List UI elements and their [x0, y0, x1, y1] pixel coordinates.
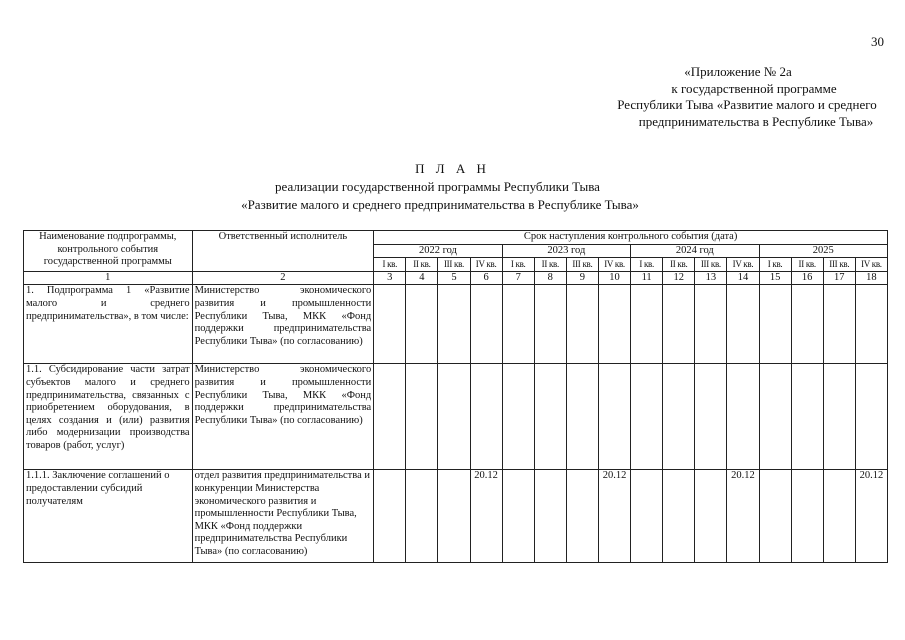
- date-cell: 20.12: [727, 470, 759, 563]
- date-cell: [374, 364, 406, 470]
- header-quarter: II кв.: [534, 258, 566, 272]
- column-number: 11: [631, 271, 663, 285]
- header-quarter: III кв.: [566, 258, 598, 272]
- appendix-header: [560, 64, 905, 130]
- date-cell: [406, 364, 438, 470]
- date-cell: [631, 364, 663, 470]
- column-number: 6: [470, 271, 502, 285]
- column-number: 15: [759, 271, 791, 285]
- column-number: 2: [192, 271, 374, 285]
- row-name: 1.1.1. Заключение соглашений о предоставлении субсидий получателям: [24, 470, 193, 563]
- header-quarter: II кв.: [663, 258, 695, 272]
- header-quarter: I кв.: [502, 258, 534, 272]
- date-cell: [406, 285, 438, 364]
- title-line: П Л А Н: [415, 161, 490, 176]
- date-cell: [598, 364, 630, 470]
- date-cell: [663, 364, 695, 470]
- row-executor: отдел развития предпринимательства и конкуренции Министерства экономического развития и промышленности Республики Тыва, МКК «Фонд поддержки предпринимательства Республики Тыва» (по согласованию): [192, 470, 374, 563]
- date-cell: [470, 364, 502, 470]
- appendix-line: Республики Тыва «Развитие малого и среднего: [617, 97, 877, 112]
- title-line: реализации государственной программы Республики Тыва: [275, 179, 600, 194]
- header-deadline: Срок наступления контрольного события (дата): [374, 231, 888, 245]
- date-cell: [695, 470, 727, 563]
- column-number: 4: [406, 271, 438, 285]
- date-cell: 20.12: [470, 470, 502, 563]
- title-line: «Развитие малого и среднего предпринимательства в Республике Тыва»: [241, 197, 639, 212]
- header-year: 2025: [759, 244, 887, 258]
- row-name: 1. Подпрограмма 1 «Развитие малого и среднего предпринимательства», в том числе:: [24, 285, 193, 364]
- date-cell: [663, 285, 695, 364]
- column-number: 5: [438, 271, 470, 285]
- date-cell: [631, 470, 663, 563]
- column-number: 13: [695, 271, 727, 285]
- column-number: 14: [727, 271, 759, 285]
- date-cell: [438, 364, 470, 470]
- column-number: 18: [855, 271, 887, 285]
- date-cell: [791, 364, 823, 470]
- date-cell: 20.12: [855, 470, 887, 563]
- date-cell: [791, 470, 823, 563]
- header-col1: Наименование подпрограммы, контрольного события государственной программы: [24, 231, 193, 272]
- page-number: 30: [871, 34, 884, 49]
- date-cell: [695, 285, 727, 364]
- appendix-line: «Приложение № 2а: [684, 64, 792, 79]
- date-cell: [374, 285, 406, 364]
- column-number: 8: [534, 271, 566, 285]
- date-cell: 20.12: [598, 470, 630, 563]
- date-cell: [631, 285, 663, 364]
- column-number: 7: [502, 271, 534, 285]
- date-cell: [823, 364, 855, 470]
- header-quarter: I кв.: [759, 258, 791, 272]
- header-quarter: IV кв.: [727, 258, 759, 272]
- table-row: [24, 470, 888, 563]
- date-cell: [470, 285, 502, 364]
- column-number: 3: [374, 271, 406, 285]
- date-cell: [598, 285, 630, 364]
- plan-table: [23, 230, 888, 563]
- column-number: 9: [566, 271, 598, 285]
- date-cell: [566, 470, 598, 563]
- column-number: 10: [598, 271, 630, 285]
- date-cell: [502, 364, 534, 470]
- date-cell: [759, 470, 791, 563]
- date-cell: [855, 285, 887, 364]
- header-quarter: IV кв.: [470, 258, 502, 272]
- header-quarter: III кв.: [695, 258, 727, 272]
- date-cell: [374, 470, 406, 563]
- header-year: 2022 год: [374, 244, 502, 258]
- header-quarter: II кв.: [791, 258, 823, 272]
- date-cell: [534, 285, 566, 364]
- date-cell: [791, 285, 823, 364]
- date-cell: [727, 364, 759, 470]
- header-col2: Ответственный исполнитель: [192, 231, 374, 272]
- column-number: 1: [24, 271, 193, 285]
- date-cell: [663, 470, 695, 563]
- row-name: 1.1. Субсидирование части затрат субъектов малого и среднего предпринимательства, связанных с приобретением оборудования, в целях создания и (или) развития либо модернизации производства товаров (работ, услуг): [24, 364, 193, 470]
- date-cell: [438, 285, 470, 364]
- date-cell: [534, 470, 566, 563]
- date-cell: [438, 470, 470, 563]
- date-cell: [759, 285, 791, 364]
- header-quarter: I кв.: [374, 258, 406, 272]
- appendix-line: к государственной программе: [671, 80, 837, 96]
- column-number: 17: [823, 271, 855, 285]
- date-cell: [759, 364, 791, 470]
- date-cell: [695, 364, 727, 470]
- column-numbers-row: [24, 271, 888, 285]
- column-number: 16: [791, 271, 823, 285]
- header-year: 2023 год: [502, 244, 630, 258]
- header-quarter: I кв.: [631, 258, 663, 272]
- appendix-line: предпринимательства в Республике Тыва»: [638, 113, 874, 129]
- header-quarter: III кв.: [823, 258, 855, 272]
- date-cell: [566, 364, 598, 470]
- header-quarter: III кв.: [438, 258, 470, 272]
- date-cell: [823, 285, 855, 364]
- date-cell: [823, 470, 855, 563]
- date-cell: [534, 364, 566, 470]
- header-quarter: IV кв.: [855, 258, 887, 272]
- column-number: 12: [663, 271, 695, 285]
- document-title: [0, 160, 905, 214]
- date-cell: [502, 470, 534, 563]
- row-executor: Министерство экономического развития и промышленности Республики Тыва, МКК «Фонд поддержки предпринимательства Республики Тыва» (по согласованию): [192, 285, 374, 364]
- header-year: 2024 год: [631, 244, 759, 258]
- table-row: [24, 364, 888, 470]
- date-cell: [502, 285, 534, 364]
- date-cell: [566, 285, 598, 364]
- header-quarter: II кв.: [406, 258, 438, 272]
- date-cell: [727, 285, 759, 364]
- table-row: [24, 285, 888, 364]
- date-cell: [406, 470, 438, 563]
- header-quarter: IV кв.: [598, 258, 630, 272]
- row-executor: Министерство экономического развития и промышленности Республики Тыва, МКК «Фонд поддержки предпринимательства Республики Тыва» (по согласованию): [192, 364, 374, 470]
- date-cell: [855, 364, 887, 470]
- header-row: [24, 231, 888, 245]
